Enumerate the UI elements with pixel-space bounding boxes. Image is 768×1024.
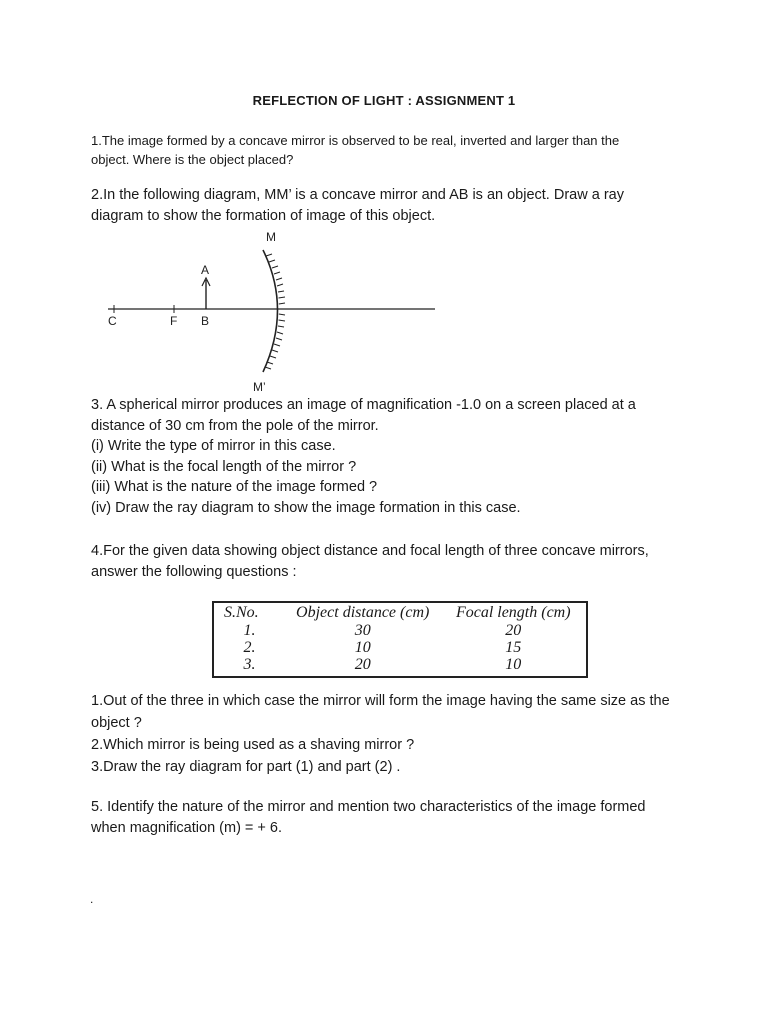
table-row <box>214 622 586 639</box>
question-2-line: 2.In the following diagram, MM’ is a concave mirror and AB is an object. Draw a ray <box>91 187 624 203</box>
question-1 <box>91 131 691 169</box>
question-2 <box>91 185 691 226</box>
label-m-prime: M’ <box>253 380 266 394</box>
cell-object-distance: 30 <box>354 622 371 639</box>
mirror-hatching <box>265 254 285 369</box>
table-row <box>214 639 586 656</box>
question-3 <box>91 395 691 518</box>
question-3-line: (iv) Draw the ray diagram to show the image formation in this case. <box>91 499 521 516</box>
question-2-line: diagram to show the formation of image of this object. <box>91 207 436 224</box>
question-4-part-line: 2.Which mirror is being used as a shaving mirror ? <box>91 737 415 753</box>
table-row <box>214 656 586 673</box>
mirror-arc <box>263 250 278 372</box>
header-sno: S.No. <box>224 603 259 621</box>
footer-mark: . <box>90 892 94 906</box>
question-3-line: 3. A spherical mirror produces an image of magnification -1.0 on a screen placed at a <box>91 397 636 413</box>
cell-focal-length: 10 <box>505 656 522 673</box>
cell-sno: 1. <box>243 622 256 639</box>
cell-object-distance: 10 <box>354 639 371 656</box>
data-table <box>214 603 586 673</box>
label-b: B <box>201 314 210 328</box>
question-4-part-line: object ? <box>91 715 142 731</box>
cell-focal-length: 15 <box>505 639 522 656</box>
label-a: A <box>201 263 210 277</box>
label-c: C <box>108 314 117 328</box>
question-3-line: (ii) What is the focal length of the mirror ? <box>91 458 357 475</box>
question-3-line: (iii) What is the nature of the image formed ? <box>91 479 378 495</box>
question-4 <box>91 541 691 582</box>
question-4-part-line: 3.Draw the ray diagram for part (1) and part (2) . <box>91 759 401 775</box>
header-object-distance: Object distance (cm) <box>296 603 430 621</box>
label-m: M <box>266 230 276 244</box>
page-title: REFLECTION OF LIGHT : ASSIGNMENT 1 <box>252 93 516 108</box>
question-4-line: answer the following questions : <box>91 563 297 580</box>
table-header-row <box>214 603 586 622</box>
question-4-part-line: 1.Out of the three in which case the mirror will form the image having the same size as the <box>91 693 670 709</box>
question-5-line: 5. Identify the nature of the mirror and mention two characteristics of the image formed <box>91 799 646 815</box>
cell-sno: 2. <box>243 639 256 656</box>
concave-mirror-diagram <box>100 226 450 396</box>
question-4-parts <box>91 690 691 778</box>
label-f: F <box>170 314 178 328</box>
header-focal-length: Focal length (cm) <box>455 603 571 621</box>
question-5 <box>91 797 691 838</box>
question-4-line: 4.For the given data showing object distance and focal length of three concave mirrors, <box>91 543 649 559</box>
question-1-line: object. Where is the object placed? <box>91 152 294 167</box>
question-3-line: distance of 30 cm from the pole of the mirror. <box>91 417 379 434</box>
question-3-line: (i) Write the type of mirror in this case. <box>91 438 336 454</box>
cell-sno: 3. <box>243 656 256 673</box>
cell-object-distance: 20 <box>354 656 371 673</box>
question-5-line: when magnification (m) = + 6. <box>91 819 283 836</box>
question-1-line: 1.The image formed by a concave mirror is observed to be real, inverted and larger than the <box>91 133 620 148</box>
mirror-data-table <box>212 601 588 678</box>
cell-focal-length: 20 <box>505 622 522 639</box>
